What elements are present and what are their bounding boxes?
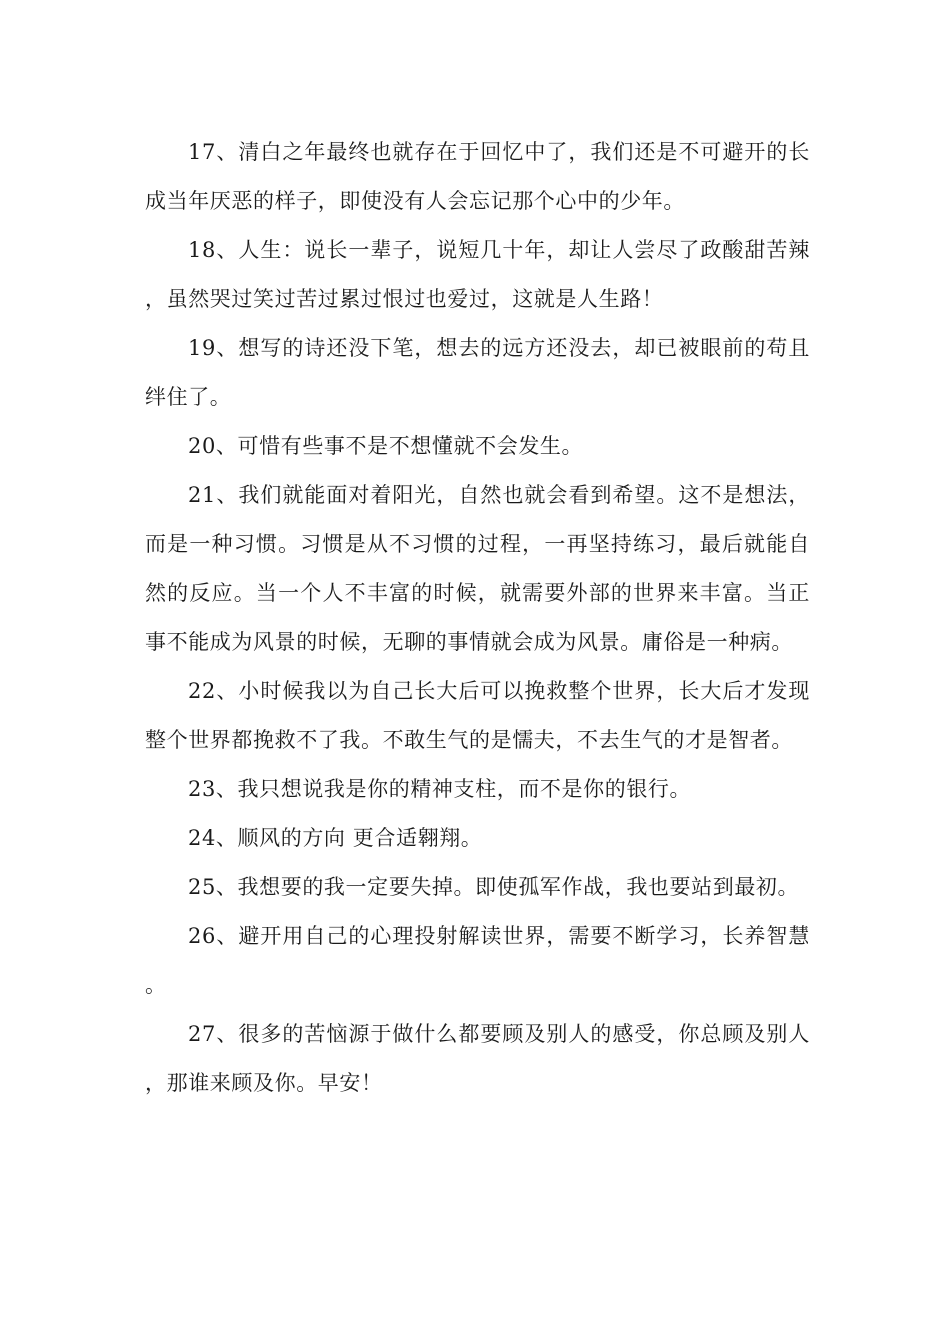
paragraph-19: 19、想写的诗还没下笔，想去的远方还没去，却已被眼前的苟且绊住了。 — [145, 336, 810, 409]
paragraph-18: 18、人生：说长一辈子，说短几十年，却让人尝尽了政酸甜苦辣，虽然哭过笑过苦过累过恨过也爱过，这就是人生路！ — [145, 238, 810, 311]
paragraph-25: 25、我想要的我一定要失掉。即使孤军作战，我也要站到最初。 — [188, 875, 800, 899]
paragraph-24: 24、顺风的方向 更合适翱翔。 — [188, 826, 483, 850]
paragraph-21: 21、我们就能面对着阳光，自然也就会看到希望。这不是想法，而是一种习惯。习惯是从不习惯的过程，一再坚持练习，最后就能自然的反应。当一个人不丰富的时候，就需要外部的世界来丰富。当正事不能成为风景的时候，无聊的事情就会成为风景。庸俗是一种病。 — [145, 483, 810, 654]
paragraph-20: 20、可惜有些事不是不想懂就不会发生。 — [188, 434, 584, 458]
paragraph-17: 17、清白之年最终也就存在于回忆中了，我们还是不可避开的长成当年厌恶的样子，即使没有人会忘记那个心中的少年。 — [145, 140, 810, 213]
paragraph-26: 26、避开用自己的心理投射解读世界，需要不断学习，长养智慧。 — [145, 924, 810, 997]
paragraph-27: 27、很多的苦恼源于做什么都要顾及别人的感受，你总顾及别人，那谁来顾及你。早安！ — [145, 1022, 810, 1095]
document-body — [145, 128, 810, 1108]
paragraph-22: 22、小时候我以为自己长大后可以挽救整个世界，长大后才发现整个世界都挽救不了我。不敢生气的是懦夫，不去生气的才是智者。 — [145, 679, 810, 752]
paragraph-23: 23、我只想说我是你的精神支柱，而不是你的银行。 — [188, 777, 692, 801]
